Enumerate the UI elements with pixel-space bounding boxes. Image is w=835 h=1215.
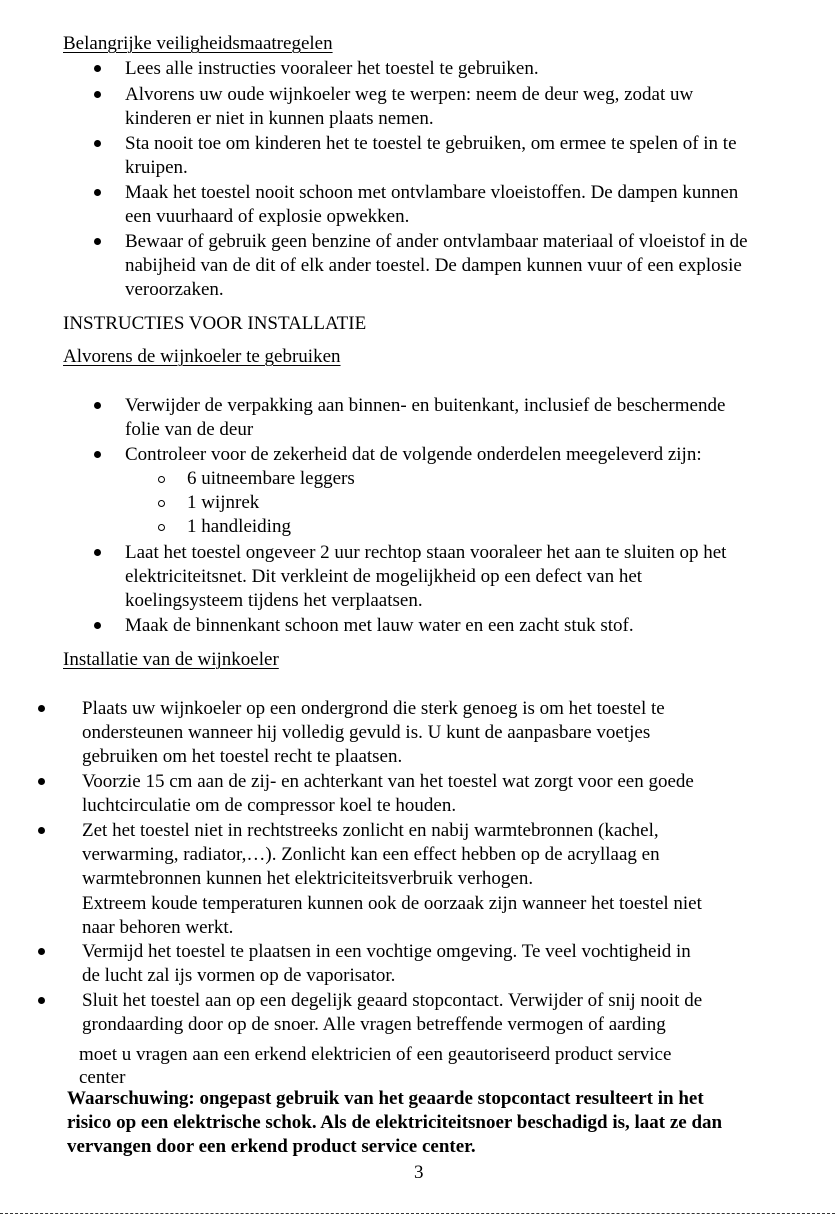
sub-list-item: 1 wijnrek <box>187 492 260 513</box>
bullet-icon <box>94 189 101 196</box>
circle-bullet-icon <box>158 500 165 507</box>
circle-bullet-icon <box>158 476 165 483</box>
bullet-icon <box>94 402 101 409</box>
list-item-line: Maak de binnenkant schoon met lauw water en een zacht stuk stof. <box>125 615 634 636</box>
list-item-line: de lucht zal ijs vormen op de vaporisator. <box>82 965 396 986</box>
bullet-icon <box>38 778 45 785</box>
bullet-icon <box>94 65 101 72</box>
list-item-line: Maak het toestel nooit schoon met ontvlambare vloeistoffen. De dampen kunnen <box>125 182 739 203</box>
list-item-line: veroorzaken. <box>125 279 224 300</box>
bullet-icon <box>94 91 101 98</box>
bullet-icon <box>94 451 101 458</box>
list-item-line: luchtcirculatie om de compressor koel te houden. <box>82 795 457 816</box>
bullet-icon <box>38 948 45 955</box>
bullet-icon <box>38 997 45 1004</box>
list-item-line: folie van de deur <box>125 419 254 440</box>
list-item-line: elektriciteitsnet. Dit verkleint de mogelijkheid op een defect van het <box>125 566 643 587</box>
page-bottom-rule <box>0 1213 835 1214</box>
list-item-line: een vuurhaard of explosie opwekken. <box>125 206 410 227</box>
bullet-icon <box>38 827 45 834</box>
list-item-line: Extreem koude temperaturen kunnen ook de oorzaak zijn wanneer het toestel niet <box>82 893 702 914</box>
list-item-line: gebruiken om het toestel recht te plaatsen. <box>82 746 403 767</box>
bullet-icon <box>38 705 45 712</box>
bullet-icon <box>94 238 101 245</box>
warning-line: risico op een elektrische schok. Als de elektriciteitsnoer beschadigd is, laat ze dan <box>67 1112 723 1133</box>
list-item-line: Vermijd het toestel te plaatsen in een vochtige omgeving. Te veel vochtigheid in <box>82 941 691 962</box>
warning-line: vervangen door een erkend product service center. <box>67 1136 476 1157</box>
list-item-line: ondersteunen wanneer hij volledig gevuld is. U kunt de aanpasbare voetjes <box>82 722 651 743</box>
list-item-line: kinderen er niet in kunnen plaats nemen. <box>125 108 434 129</box>
list-item-line: Verwijder de verpakking aan binnen- en buitenkant, inclusief de beschermende <box>125 395 726 416</box>
bullet-icon <box>94 140 101 147</box>
warning-line: Waarschuwing: ongepast gebruik van het geaarde stopcontact resulteert in het <box>67 1088 704 1109</box>
list-item-line: Sluit het toestel aan op een degelijk geaard stopcontact. Verwijder of snij nooit de <box>82 990 703 1011</box>
list-item-line: Controleer voor de zekerheid dat de volgende onderdelen meegeleverd zijn: <box>125 444 702 465</box>
sub-list-item: 1 handleiding <box>187 516 291 537</box>
list-item-line: verwarming, radiator,…). Zonlicht kan een effect hebben op de acryllaag en <box>82 844 660 865</box>
list-item-line: grondaarding door op de snoer. Alle vragen betreffende vermogen of aarding <box>82 1014 666 1035</box>
section-heading-before-use: Alvorens de wijnkoeler te gebruiken <box>63 346 341 367</box>
list-item-line: Alvorens uw oude wijnkoeler weg te werpen: neem de deur weg, zodat uw <box>125 84 694 105</box>
circle-bullet-icon <box>158 524 165 531</box>
list-item-line: Zet het toestel niet in rechtstreeks zonlicht en nabij warmtebronnen (kachel, <box>82 820 659 841</box>
list-item-line: Sta nooit toe om kinderen het te toestel te gebruiken, om ermee te spelen of in te <box>125 133 737 154</box>
page-number: 3 <box>414 1162 424 1183</box>
page-title: INSTRUCTIES VOOR INSTALLATIE <box>63 313 367 334</box>
list-item-line: moet u vragen aan een erkend elektricien of een geautoriseerd product service <box>79 1044 672 1065</box>
section-heading-installation: Installatie van de wijnkoeler <box>63 649 279 670</box>
list-item-line: kruipen. <box>125 157 188 178</box>
list-item-line: Lees alle instructies vooraleer het toestel te gebruiken. <box>125 58 539 79</box>
list-item-line: center <box>79 1067 126 1088</box>
list-item-line: Bewaar of gebruik geen benzine of ander ontvlambaar materiaal of vloeistof in de <box>125 231 748 252</box>
list-item-line: warmtebronnen kunnen het elektriciteitsverbruik verhogen. <box>82 868 534 889</box>
list-item-line: nabijheid van de dit of elk ander toestel. De dampen kunnen vuur of een explosie <box>125 255 742 276</box>
section-heading-safety: Belangrijke veiligheidsmaatregelen <box>63 33 333 54</box>
list-item-line: Voorzie 15 cm aan de zij- en achterkant van het toestel wat zorgt voor een goede <box>82 771 694 792</box>
sub-list-item: 6 uitneembare leggers <box>187 468 355 489</box>
bullet-icon <box>94 549 101 556</box>
list-item-line: Plaats uw wijnkoeler op een ondergrond die sterk genoeg is om het toestel te <box>82 698 665 719</box>
bullet-icon <box>94 622 101 629</box>
list-item-line: naar behoren werkt. <box>82 917 234 938</box>
list-item-line: Laat het toestel ongeveer 2 uur rechtop staan vooraleer het aan te sluiten op het <box>125 542 727 563</box>
list-item-line: koelingsysteem tijdens het verplaatsen. <box>125 590 423 611</box>
